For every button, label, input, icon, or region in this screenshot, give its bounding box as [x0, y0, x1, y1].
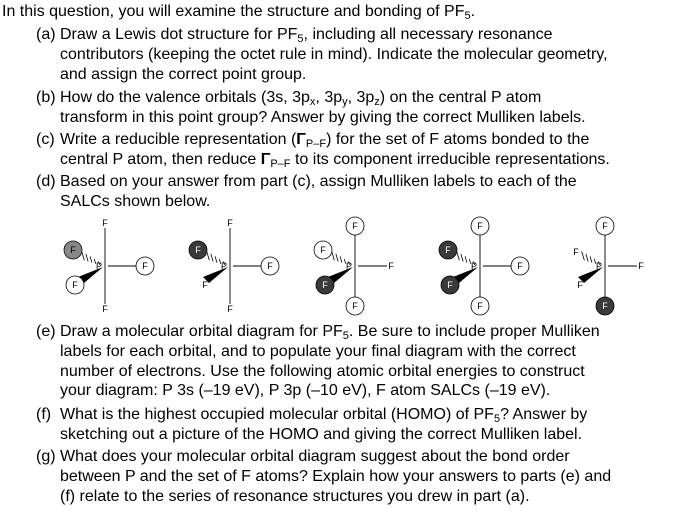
- part-f-label: (f): [36, 406, 52, 423]
- f-atom-label: F: [320, 245, 326, 255]
- f-atom-label: F: [477, 301, 483, 311]
- p-atom-label: P: [595, 261, 603, 271]
- hashed-bond: [211, 254, 213, 262]
- f-atom-label: F: [227, 218, 233, 228]
- salc-figures: [60, 216, 670, 316]
- hashed-bond: [90, 256, 92, 262]
- f-atom-label: F: [352, 301, 358, 311]
- part-b-label: (b): [36, 89, 56, 106]
- hashed-bond: [82, 251, 85, 260]
- hashed-bond: [336, 254, 338, 262]
- hashed-bond: [590, 256, 592, 262]
- f-atom-label: F: [352, 221, 358, 231]
- salc-5: [573, 217, 644, 315]
- f-atom-label: F: [70, 245, 76, 255]
- question-intro: In this question, you will examine the structure and bonding of $PF_5$.: [2, 3, 476, 22]
- hashed-bond: [457, 251, 460, 260]
- p-atom-label: P: [220, 261, 228, 271]
- f-atom-label: F: [142, 261, 148, 271]
- f-atom-label: F: [102, 304, 108, 314]
- f-atom-label: F: [602, 301, 608, 311]
- f-atom-label: F: [447, 280, 453, 290]
- f-atom-label: F: [322, 280, 328, 290]
- hashed-bond: [461, 254, 463, 262]
- part-c-label: (c): [36, 131, 55, 148]
- p-atom-label: P: [345, 261, 353, 271]
- f-atom-label: F: [477, 221, 483, 231]
- hashed-bond: [207, 251, 210, 260]
- part-b: (b) How do the valence orbitals (3s, $3p_x$, $3p_y$, $3p_z$) on the central P atom transform in this point group? Answer by giving the correct Mulliken labels.: [36, 89, 586, 126]
- f-atom-label: F: [202, 280, 208, 290]
- f-atom-label: F: [195, 245, 201, 255]
- p-atom-label: P: [470, 261, 478, 271]
- salc-2: [189, 218, 279, 314]
- f-atom-label: F: [388, 261, 394, 271]
- hashed-bond: [215, 256, 217, 262]
- f-atom-label: F: [638, 261, 644, 271]
- salc-1: [64, 218, 154, 314]
- part-g: (g) What does your molecular orbital diagram suggest about the bond order between P and the set of F atoms? Explain how your answers to parts (e) and (f) relate to the series of resonance structures you drew in part (a).: [36, 448, 612, 505]
- part-d-label: (d): [36, 173, 56, 190]
- part-e-label: (e): [36, 323, 56, 340]
- part-a-label: (a): [36, 26, 56, 43]
- part-f: (f) What is the highest occupied molecular orbital (HOMO) of $PF_5$? Answer by sketching out a picture of the HOMO and giving the correct Mulliken label.: [36, 406, 588, 443]
- hashed-bond: [86, 254, 88, 262]
- f-atom-label: F: [602, 221, 608, 231]
- hashed-bond: [465, 256, 467, 262]
- f-atom-label: F: [267, 261, 273, 271]
- f-atom-label: F: [227, 304, 233, 314]
- f-atom-label: F: [72, 280, 78, 290]
- salc-4: [439, 217, 529, 315]
- hashed-bond: [586, 254, 588, 262]
- hashed-bond: [340, 256, 342, 262]
- f-atom-label: F: [577, 280, 583, 290]
- part-g-label: (g): [36, 448, 56, 465]
- p-atom-label: P: [95, 261, 103, 271]
- f-atom-label: F: [517, 261, 523, 271]
- f-atom-label: F: [573, 247, 579, 257]
- hashed-bond: [582, 251, 585, 260]
- hashed-bond: [332, 251, 335, 260]
- part-c: (c) Write a reducible representation $(\Gamma_{P-F})$ for the set of F atoms bonded to the central P atom, then reduce $\Gamma_{P-F}$ to its component irreducible representations.: [36, 131, 610, 170]
- part-a: (a) Draw a Lewis dot structure for $PF_5$, including all necessary resonance contributors (keeping the octet rule in mind). Indicate the molecular geometry, and assign the correct point group.: [36, 26, 608, 83]
- f-atom-label: F: [102, 218, 108, 228]
- f-atom-label: F: [445, 245, 451, 255]
- part-d: (d) Based on your answer from part (c), assign Mulliken labels to each of the SALCs shown below.: [36, 173, 577, 210]
- salc-3: [314, 217, 394, 315]
- part-e: (e) Draw a molecular orbital diagram for $PF_5$. Be sure to include proper Mulliken labels for each orbital, and to populate your final diagram with the correct number of electrons. Use the following atomic orbital energies to construct your diagram: P 3s (–19 eV), P 3p (–10 eV), F atom SALCs (–19 eV).: [36, 323, 600, 400]
